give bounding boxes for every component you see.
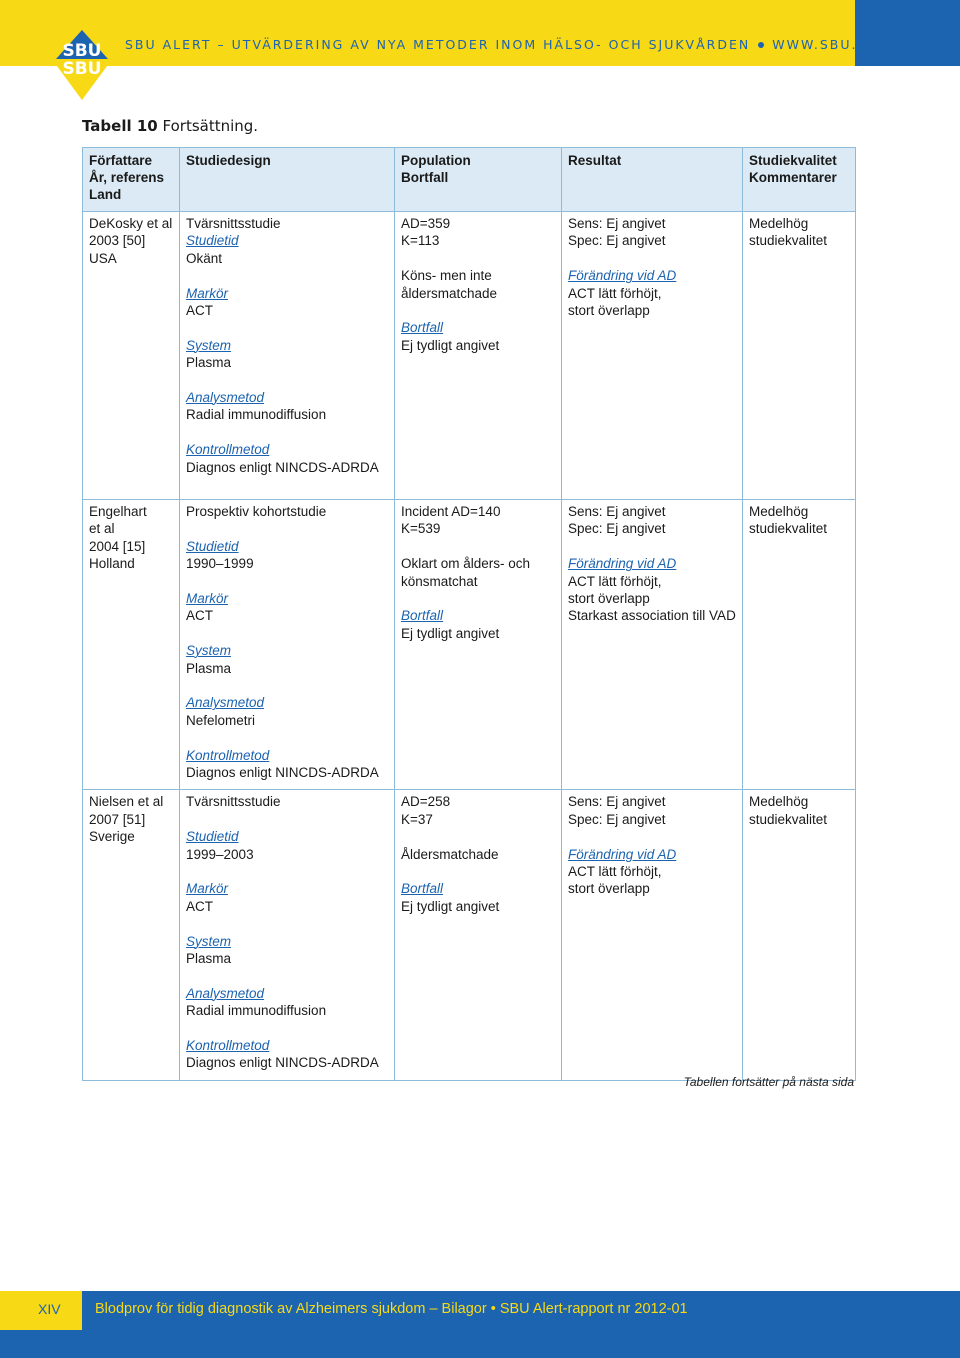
page-number: XIV	[38, 1301, 61, 1317]
label-bortfall: Bortfall	[401, 320, 444, 336]
bullet-icon	[758, 42, 764, 48]
label-change: Förändring vid AD	[568, 268, 677, 284]
caption-label: Tabell 10	[82, 117, 158, 135]
cell-author: DeKosky et al 2003 [50] USA	[83, 212, 180, 500]
label-studietid: Studietid	[186, 829, 239, 845]
cell-result: Sens: Ej angivet Spec: Ej angivet Förändring vid AD ACT lätt förhöjt, stort överlapp	[562, 212, 743, 500]
table-caption	[82, 117, 258, 135]
running-title	[125, 37, 932, 52]
label-studietid: Studietid	[186, 233, 239, 249]
label-kontrollmetod: Kontrollmetod	[186, 747, 270, 763]
footer-band	[0, 1291, 960, 1358]
header-result: Resultat	[562, 148, 743, 212]
label-system: System	[186, 643, 232, 659]
cell-quality: Medelhög studiekvalitet	[743, 212, 856, 500]
page-number-box	[0, 1291, 82, 1330]
label-kontrollmetod: Kontrollmetod	[186, 1038, 270, 1054]
cell-design: Prospektiv kohortstudie Studietid 1990–1999 Markör ACT System Plasma Analysmetod Nefelometri Kontrollmetod Diagnos enligt NINCDS-ADRDA	[180, 500, 395, 790]
running-title-text: SBU ALERT – UTVÄRDERING AV NYA METODER INOM HÄLSO- OCH SJUKVÅRDEN	[125, 37, 751, 52]
cell-population: AD=359 K=113 Köns- men inte åldersmatchade Bortfall Ej tydligt angivet	[395, 212, 562, 500]
cell-population: Incident AD=140 K=539 Oklart om ålders- och könsmatchat Bortfall Ej tydligt angivet	[395, 500, 562, 790]
continuation-note: Tabellen fortsätter på nästa sida	[683, 1075, 854, 1089]
label-system: System	[186, 933, 232, 949]
cell-quality: Medelhög studiekvalitet	[743, 790, 856, 1080]
label-bortfall: Bortfall	[401, 608, 444, 624]
label-change: Förändring vid AD	[568, 556, 677, 572]
header-design: Studiedesign	[180, 148, 395, 212]
label-change: Förändring vid AD	[568, 846, 677, 862]
table-row	[83, 212, 856, 500]
label-analysmetod: Analysmetod	[186, 985, 265, 1001]
running-title-url: WWW.SBU.SE/ALERT	[772, 37, 933, 52]
header-population: Population Bortfall	[395, 148, 562, 212]
cell-population: AD=258 K=37 Åldersmatchade Bortfall Ej tydligt angivet	[395, 790, 562, 1080]
cell-design: Tvärsnittsstudie Studietid 1999–2003 Markör ACT System Plasma Analysmetod Radial immunodiffusion Kontrollmetod Diagnos enligt NINCDS-ADRDA	[180, 790, 395, 1080]
footer-text: Blodprov för tidig diagnostik av Alzheimers sjukdom – Bilagor • SBU Alert-rapport nr 2012-01	[95, 1301, 688, 1317]
cell-result: Sens: Ej angivet Spec: Ej angivet Förändring vid AD ACT lätt förhöjt, stort överlapp	[562, 790, 743, 1080]
cell-author: Engelhart et al 2004 [15] Holland	[83, 500, 180, 790]
cell-design: Tvärsnittsstudie Studietid Okänt Markör ACT System Plasma Analysmetod Radial immunodiffusion Kontrollmetod Diagnos enligt NINCDS-ADRDA	[180, 212, 395, 500]
table-row	[83, 500, 856, 790]
sbu-logo	[54, 28, 110, 100]
label-bortfall: Bortfall	[401, 881, 444, 897]
study-table	[82, 147, 856, 1081]
label-analysmetod: Analysmetod	[186, 390, 265, 406]
cell-result: Sens: Ej angivet Spec: Ej angivet Förändring vid AD ACT lätt förhöjt, stort överlapp Starkast association till VAD	[562, 500, 743, 790]
label-markor: Markör	[186, 285, 229, 301]
label-kontrollmetod: Kontrollmetod	[186, 442, 270, 458]
cell-author: Nielsen et al 2007 [51] Sverige	[83, 790, 180, 1080]
header-band-blue	[855, 0, 960, 66]
label-studietid: Studietid	[186, 538, 239, 554]
header-band	[0, 0, 855, 66]
header-quality: Studiekvalitet Kommentarer	[743, 148, 856, 212]
table-row	[83, 790, 856, 1080]
table-header-row	[83, 148, 856, 212]
label-analysmetod: Analysmetod	[186, 695, 265, 711]
label-markor: Markör	[186, 881, 229, 897]
cell-quality: Medelhög studiekvalitet	[743, 500, 856, 790]
logo-text: SBU	[62, 41, 102, 61]
header-author: Författare År, referens Land	[83, 148, 180, 212]
logo-text-echo: SBU	[62, 59, 102, 79]
label-system: System	[186, 337, 232, 353]
label-markor: Markör	[186, 591, 229, 606]
caption-text: Fortsättning.	[162, 117, 259, 135]
